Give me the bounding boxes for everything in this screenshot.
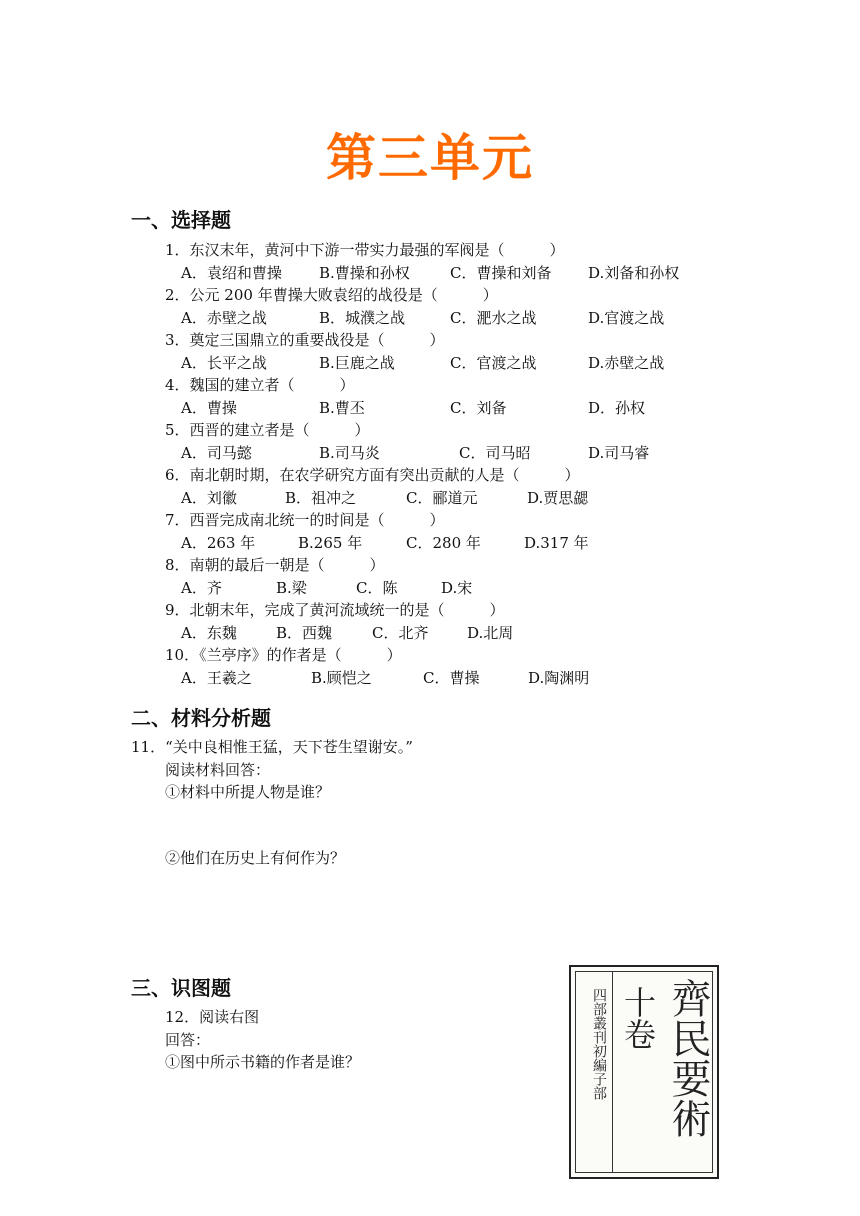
question-stem: 4．魏国的建立者（ ） bbox=[165, 376, 355, 394]
option-d: D．孙权 bbox=[588, 399, 646, 417]
option-d: D.宋 bbox=[441, 579, 473, 597]
option-d: D.刘备和孙权 bbox=[588, 264, 680, 282]
option-a: A．东魏 bbox=[181, 624, 237, 642]
option-d: D.官渡之战 bbox=[588, 309, 665, 327]
book-cover-image bbox=[569, 965, 719, 1179]
option-c: C．淝水之战 bbox=[450, 309, 537, 327]
q11-sub-question-2: ②他们在历史上有何作为？ bbox=[165, 849, 346, 867]
option-a: A．司马懿 bbox=[181, 444, 252, 462]
option-c: C．刘备 bbox=[450, 399, 507, 417]
option-b: B.曹丕 bbox=[319, 399, 365, 417]
option-c: C．陈 bbox=[356, 579, 398, 597]
option-a: A．赤壁之战 bbox=[181, 309, 267, 327]
option-d: D.317 年 bbox=[524, 534, 589, 552]
option-c: C．曹操 bbox=[423, 669, 480, 687]
option-c: C．280 年 bbox=[406, 534, 481, 552]
option-b: B.巨鹿之战 bbox=[319, 354, 395, 372]
section-heading-image: 三、识图题 bbox=[131, 976, 231, 1000]
book-volume-label: 十卷 bbox=[619, 986, 657, 1050]
option-b: B.司马炎 bbox=[319, 444, 380, 462]
option-c: C．曹操和刘备 bbox=[450, 264, 552, 282]
book-cover-frame bbox=[575, 971, 713, 1173]
option-b: B.曹操和孙权 bbox=[319, 264, 410, 282]
option-b: B．西魏 bbox=[276, 624, 333, 642]
question-stem: 7．西晋完成南北统一的时间是（ ） bbox=[165, 511, 445, 529]
option-d: D.贾思勰 bbox=[527, 489, 589, 507]
option-a: A．263 年 bbox=[181, 534, 256, 552]
book-series-label: 四部叢刊初編子部 bbox=[591, 988, 607, 1100]
q11-instruction: 阅读材料回答： bbox=[165, 761, 271, 779]
option-a: A．曹操 bbox=[181, 399, 237, 417]
option-b: B.梁 bbox=[276, 579, 307, 597]
q11-sub-question-1: ①材料中所提人物是谁？ bbox=[165, 783, 331, 801]
option-b: B．城濮之战 bbox=[319, 309, 406, 327]
question-stem: 3．奠定三国鼎立的重要战役是（ ） bbox=[165, 331, 445, 349]
q12-instruction: 回答： bbox=[165, 1031, 211, 1049]
book-title-label: 齊民要術 bbox=[665, 978, 711, 1138]
option-a: A．王羲之 bbox=[181, 669, 252, 687]
q12-stem: 12．阅读右图 bbox=[165, 1008, 260, 1026]
page-title: 第三单元 bbox=[326, 129, 534, 187]
option-c: C．郦道元 bbox=[406, 489, 478, 507]
option-a: A．袁绍和曹操 bbox=[181, 264, 282, 282]
question-stem: 1．东汉末年，黄河中下游一带实力最强的军阀是（ ） bbox=[165, 241, 565, 259]
section-heading-choice: 一、选择题 bbox=[131, 208, 231, 232]
option-c: C．司马昭 bbox=[459, 444, 531, 462]
question-stem: 9．北朝末年，完成了黄河流域统一的是（ ） bbox=[165, 601, 505, 619]
question-stem: 10．《兰亭序》的作者是（ ） bbox=[165, 646, 402, 664]
option-b: B.顾恺之 bbox=[311, 669, 372, 687]
option-b: B.265 年 bbox=[298, 534, 363, 552]
option-c: C．官渡之战 bbox=[450, 354, 537, 372]
q12-sub-question-1: ①图中所示书籍的作者是谁？ bbox=[165, 1053, 361, 1071]
question-stem: 8．南朝的最后一朝是（ ） bbox=[165, 556, 385, 574]
option-d: D.司马睿 bbox=[588, 444, 650, 462]
option-c: C．北齐 bbox=[372, 624, 429, 642]
q11-quote: 11．“关中良相惟王猛，天下苍生望谢安。” bbox=[131, 738, 413, 756]
option-a: A．长平之战 bbox=[181, 354, 267, 372]
option-b: B．祖冲之 bbox=[285, 489, 357, 507]
option-d: D.赤壁之战 bbox=[588, 354, 665, 372]
section-heading-material: 二、材料分析题 bbox=[131, 706, 271, 730]
option-a: A．刘徽 bbox=[181, 489, 237, 507]
option-d: D.北周 bbox=[467, 624, 514, 642]
option-a: A．齐 bbox=[181, 579, 222, 597]
question-stem: 5．西晋的建立者是（ ） bbox=[165, 421, 370, 439]
question-stem: 6．南北朝时期，在农学研究方面有突出贡献的人是（ ） bbox=[165, 466, 580, 484]
book-divider bbox=[612, 972, 613, 1172]
option-d: D.陶渊明 bbox=[528, 669, 590, 687]
question-stem: 2．公元 200 年曹操大败袁绍的战役是（ ） bbox=[165, 286, 498, 304]
